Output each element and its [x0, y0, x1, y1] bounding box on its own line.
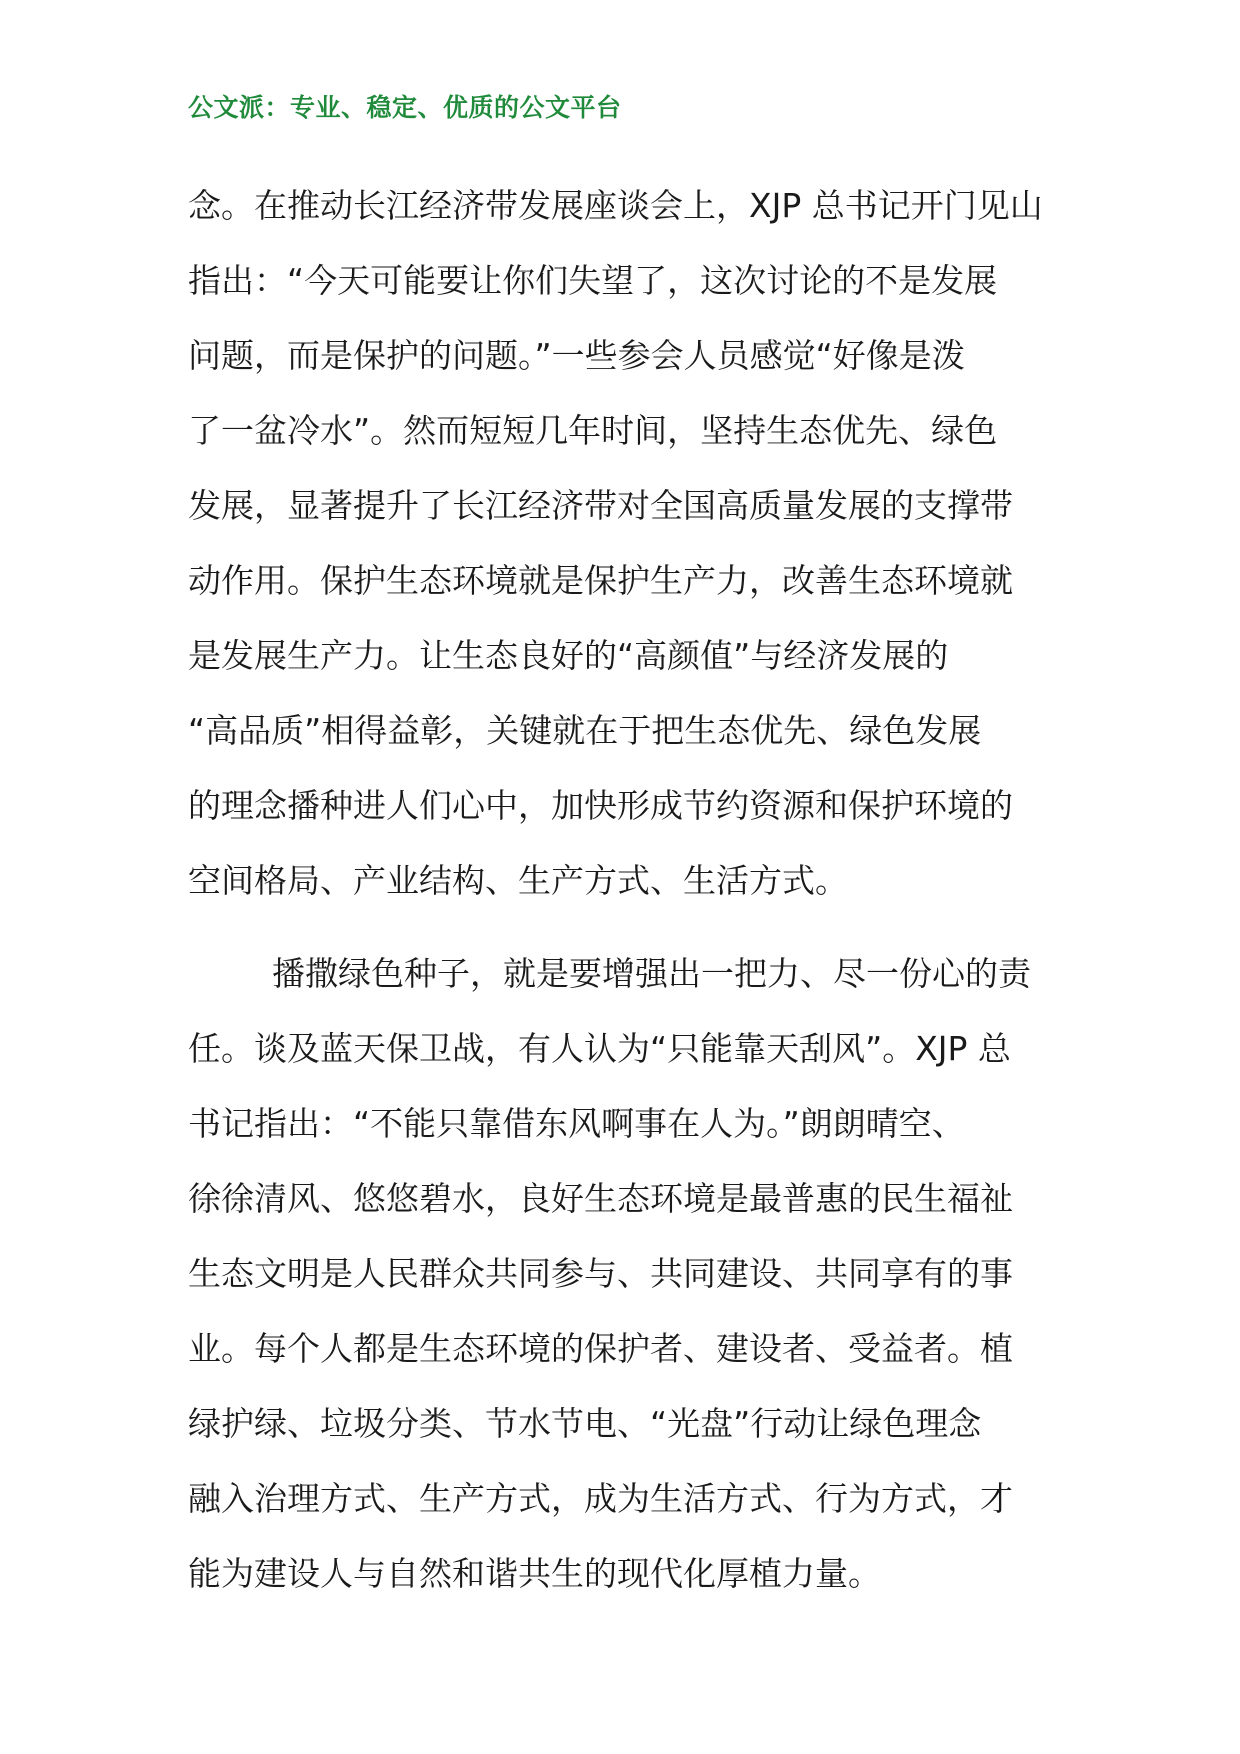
body-line: 念。在推动长江经济带发展座谈会上，XJP 总书记开门见山: [188, 186, 1043, 225]
body-line: 发展，显著提升了长江经济带对全国高质量发展的支撑带: [188, 486, 1013, 525]
body-line: 了一盆冷水”。然而短短几年时间，坚持生态优先、绿色: [188, 411, 998, 450]
body-line: “高品质”相得益彰，关键就在于把生态优先、绿色发展: [188, 711, 982, 750]
body-line: 播撒绿色种子，就是要增强出一把力、尽一份心的责: [272, 954, 1031, 993]
body-line: 能为建设人与自然和谐共生的现代化厚植力量。: [188, 1554, 881, 1593]
body-line: 融入治理方式、生产方式，成为生活方式、行为方式，才: [188, 1479, 1013, 1518]
body-line: 指出：“今天可能要让你们失望了，这次讨论的不是发展: [188, 261, 998, 300]
body-line: 生态文明是人民群众共同参与、共同建设、共同享有的事: [188, 1254, 1013, 1293]
paragraph-2: [188, 936, 1058, 1611]
body-line: 绿护绿、垃圾分类、节水节电、“光盘”行动让绿色理念: [188, 1404, 982, 1443]
body-line: 徐徐清风、悠悠碧水，良好生态环境是最普惠的民生福祉: [188, 1179, 1013, 1218]
body-line: 问题，而是保护的问题。”一些参会人员感觉“好像是泼: [188, 336, 965, 375]
body-line: 动作用。保护生态环境就是保护生产力，改善生态环境就: [188, 561, 1013, 600]
body-line: 任。谈及蓝天保卫战，有人认为“只能靠天刮风”。XJP 总: [188, 1029, 1011, 1068]
body-line: 空间格局、产业结构、生产方式、生活方式。: [188, 861, 848, 900]
paragraph-1: [188, 168, 1058, 918]
body-line: 是发展生产力。让生态良好的“高颜值”与经济发展的: [188, 636, 949, 675]
paragraph-spacer: [188, 918, 1058, 936]
body-line: 的理念播种进人们心中，加快形成节约资源和保护环境的: [188, 786, 1013, 825]
body-line: 业。每个人都是生态环境的保护者、建设者、受益者。植: [188, 1329, 1013, 1368]
body-line: 书记指出：“不能只靠借东风啊事在人为。”朗朗晴空、: [188, 1104, 965, 1143]
header-banner: 公文派：专业、稳定、优质的公文平台: [188, 93, 622, 122]
document-body: [188, 168, 1058, 1611]
